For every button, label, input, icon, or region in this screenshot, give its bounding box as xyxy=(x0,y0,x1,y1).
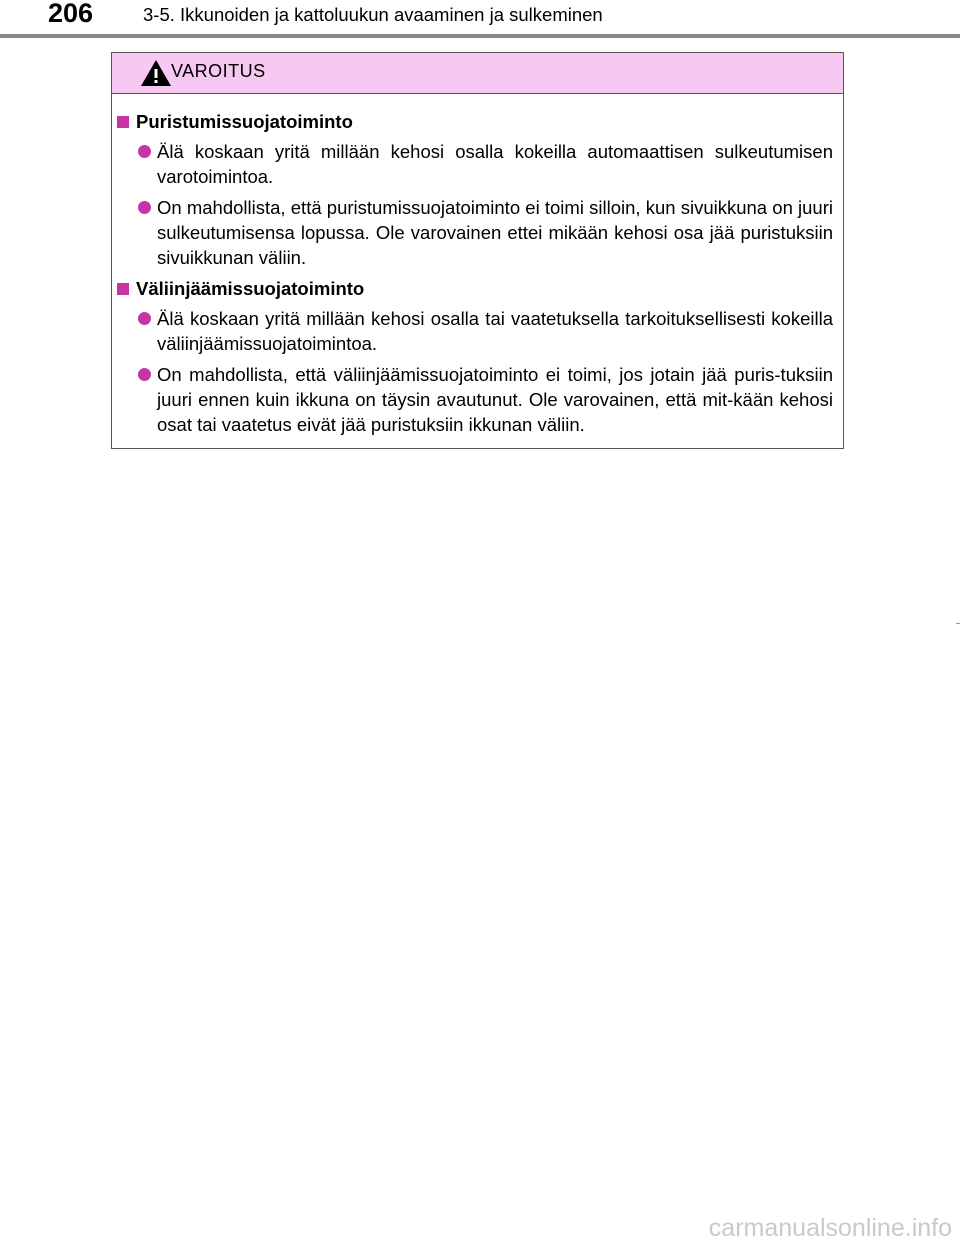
list-item xyxy=(112,139,843,189)
list-item-text: On mahdollista, että väliinjäämissuojatoiminto ei toimi, jos jotain jää puris-tuksiin juuri ennen kuin ikkuna on täysin avautunut. Ole varovainen, että mit-kään kehosi osat tai vaatetus eivät jää puristuksiin ikkunan väliin. xyxy=(157,364,833,435)
round-bullet-icon xyxy=(138,145,151,158)
list-item-text: On mahdollista, että puristumissuojatoiminto ei toimi silloin, kun sivuikkuna on juuri sulkeutumisensa lopussa. Ole varovainen ettei mikään kehosi osa jää puristuksiin sivuikkunan väliin. xyxy=(157,197,833,268)
section-heading-text: Väliinjäämissuojatoiminto xyxy=(136,278,365,299)
watermark: carmanualsonline.info xyxy=(708,1214,952,1242)
warning-header xyxy=(112,53,843,94)
warning-box xyxy=(111,52,844,449)
list-item-text: Älä koskaan yritä millään kehosi osalla tai vaatetuksella tarkoituksellisesti kokeilla väliinjäämissuojatoimintoa. xyxy=(157,308,833,354)
section-heading-text: Puristumissuojatoiminto xyxy=(136,111,353,132)
edge-mark xyxy=(956,623,960,624)
square-bullet-icon xyxy=(117,116,129,128)
round-bullet-icon xyxy=(138,201,151,214)
list-item xyxy=(112,306,843,356)
section-heading xyxy=(112,276,843,302)
warning-title: VAROITUS xyxy=(171,61,266,81)
section-title: 3-5. Ikkunoiden ja kattoluukun avaaminen ja sulkeminen xyxy=(143,4,603,25)
square-bullet-icon xyxy=(117,283,129,295)
round-bullet-icon xyxy=(138,368,151,381)
round-bullet-icon xyxy=(138,312,151,325)
warning-triangle-icon xyxy=(140,59,172,87)
list-item-text: Älä koskaan yritä millään kehosi osalla kokeilla automaattisen sulkeutumisen varotoimintoa. xyxy=(157,141,833,187)
section-heading xyxy=(112,109,843,135)
warning-body xyxy=(112,94,843,437)
header-divider xyxy=(0,34,960,38)
list-item xyxy=(112,195,843,270)
list-item xyxy=(112,362,843,437)
page-number: 206 xyxy=(48,0,94,28)
